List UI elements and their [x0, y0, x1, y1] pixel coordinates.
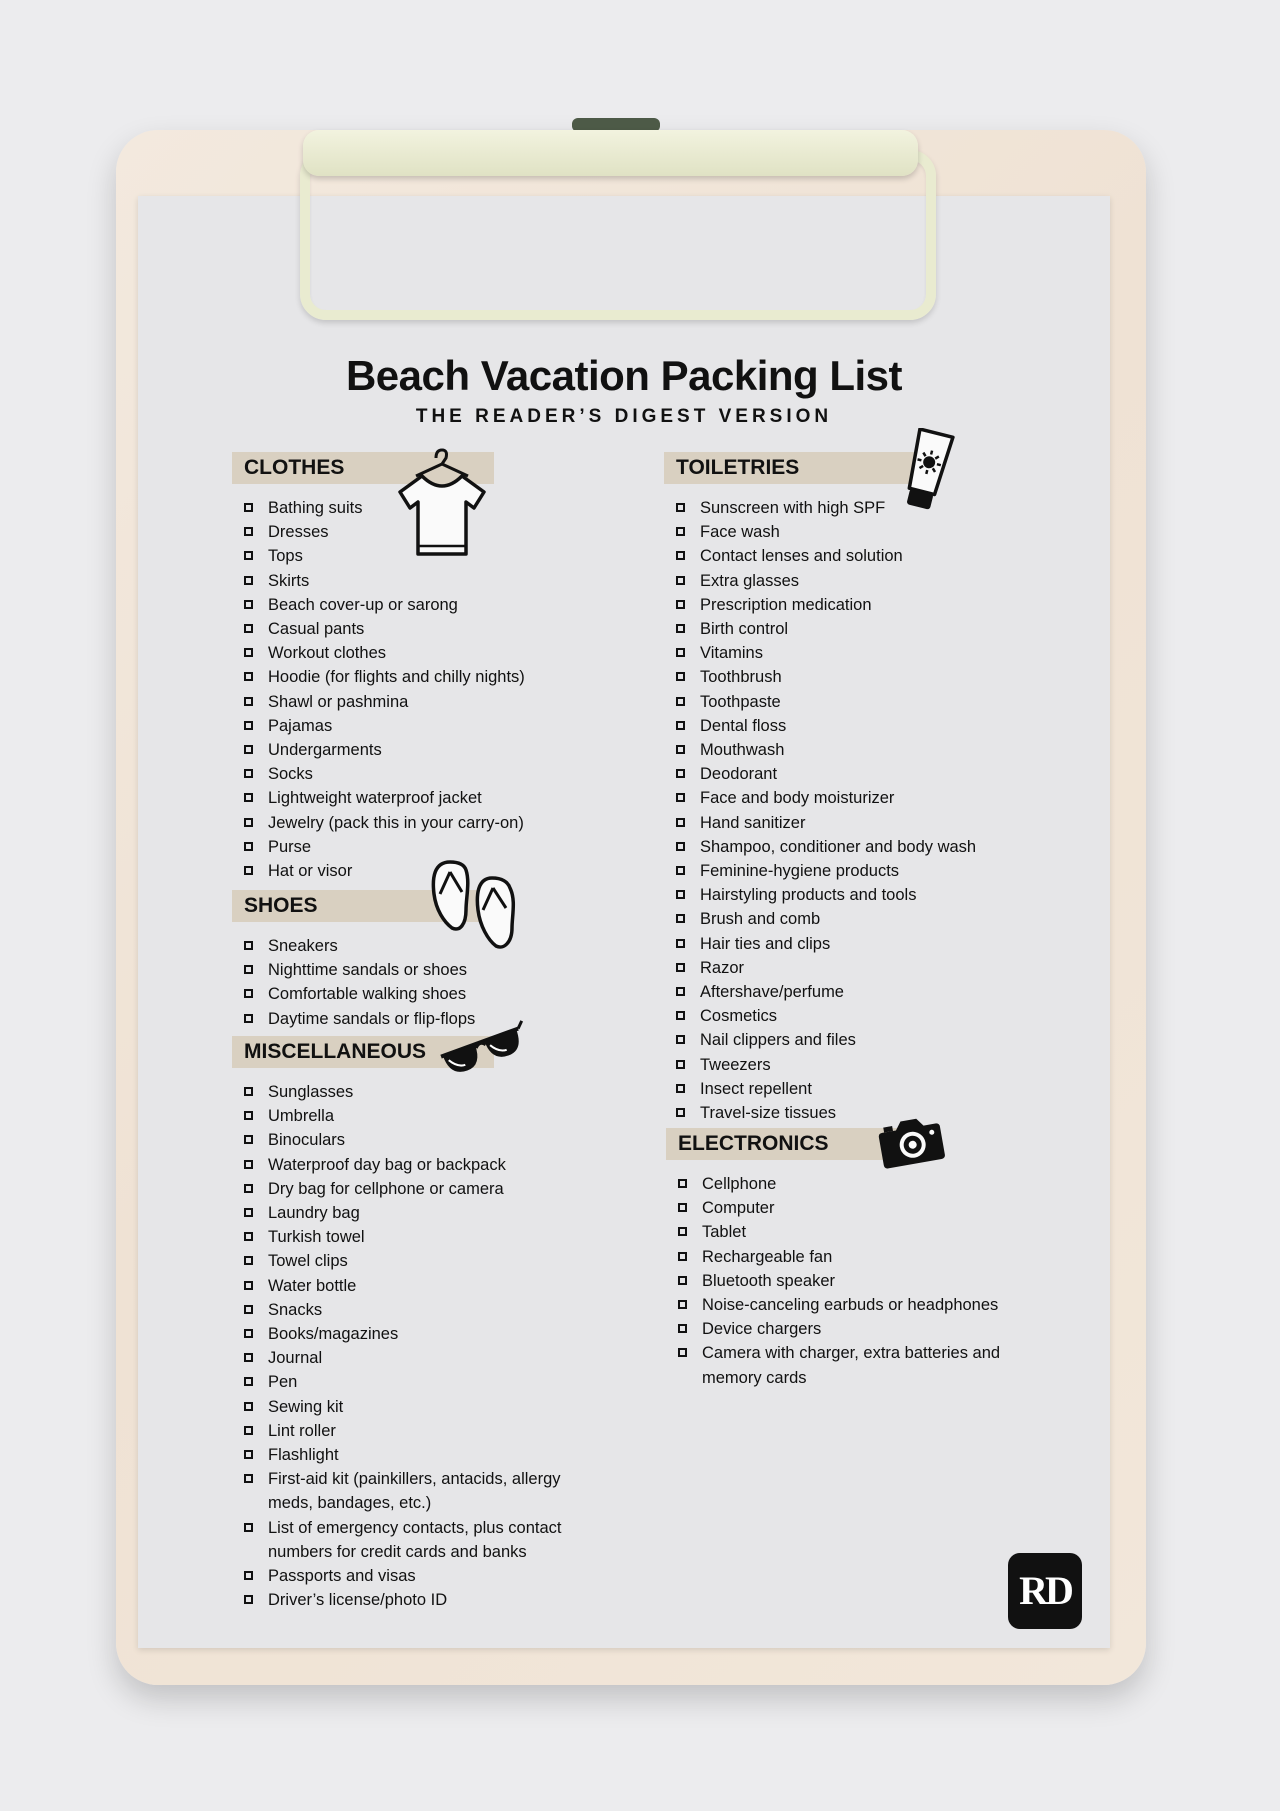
checklist-item[interactable]: Bluetooth speaker	[678, 1269, 1018, 1293]
checklist-item[interactable]: Sunscreen with high SPF	[676, 496, 1044, 520]
miscellaneous-list	[232, 1080, 594, 1612]
section-toiletries	[664, 452, 1044, 1125]
checklist-item[interactable]: Driver’s license/photo ID	[244, 1588, 594, 1612]
checklist-item[interactable]: Hand sanitizer	[676, 811, 1044, 835]
checklist-item[interactable]: Snacks	[244, 1298, 594, 1322]
checklist-item[interactable]: Hairstyling products and tools	[676, 883, 1044, 907]
checklist-item[interactable]: Birth control	[676, 617, 1044, 641]
checklist-item[interactable]: Aftershave/perfume	[676, 980, 1044, 1004]
checklist-item[interactable]: Vitamins	[676, 641, 1044, 665]
checklist-item[interactable]: Contact lenses and solution	[676, 544, 1044, 568]
checklist-item[interactable]: Toothpaste	[676, 690, 1044, 714]
checklist-item[interactable]: Socks	[244, 762, 572, 786]
checklist-item[interactable]: Tops	[244, 544, 572, 568]
checklist-item[interactable]: Umbrella	[244, 1104, 594, 1128]
section-miscellaneous	[232, 1036, 612, 1612]
checklist-item[interactable]: Face and body moisturizer	[676, 786, 1044, 810]
camera-icon	[876, 1110, 946, 1172]
checklist-item[interactable]: Flashlight	[244, 1443, 594, 1467]
checklist-item[interactable]: Workout clothes	[244, 641, 572, 665]
checklist-item[interactable]: Laundry bag	[244, 1201, 594, 1225]
checklist-item[interactable]: Lint roller	[244, 1419, 594, 1443]
checklist-item[interactable]: Device chargers	[678, 1317, 1018, 1341]
section-electronics	[666, 1128, 1046, 1390]
checklist-item[interactable]: Undergarments	[244, 738, 572, 762]
checklist-item[interactable]: Brush and comb	[676, 907, 1044, 931]
readers-digest-logo: RD	[1008, 1553, 1082, 1629]
sunglasses-icon	[436, 1018, 530, 1086]
checklist-item[interactable]: Nighttime sandals or shoes	[244, 958, 572, 982]
electronics-list	[666, 1172, 1018, 1390]
section-heading-shoes: SHOES	[232, 890, 494, 922]
checklist-item[interactable]: Prescription medication	[676, 593, 1044, 617]
checklist-item[interactable]: Towel clips	[244, 1249, 594, 1273]
checklist-item[interactable]: Binoculars	[244, 1128, 594, 1152]
checklist-item[interactable]: Computer	[678, 1196, 1018, 1220]
checklist-item[interactable]: Dental floss	[676, 714, 1044, 738]
checklist-item[interactable]: Jewelry (pack this in your carry-on)	[244, 811, 572, 835]
checklist-item[interactable]: Shawl or pashmina	[244, 690, 572, 714]
checklist-item[interactable]: Bathing suits	[244, 496, 572, 520]
checklist-item[interactable]: Hat or visor	[244, 859, 572, 883]
checklist-item[interactable]: Lightweight waterproof jacket	[244, 786, 572, 810]
page-subtitle: THE READER’S DIGEST VERSION	[415, 406, 833, 427]
checklist-item[interactable]: Passports and visas	[244, 1564, 594, 1588]
toiletries-list	[664, 496, 1044, 1125]
checklist-item[interactable]: Comfortable walking shoes	[244, 982, 572, 1006]
checklist-item[interactable]: Deodorant	[676, 762, 1044, 786]
checklist-item[interactable]: Sneakers	[244, 934, 572, 958]
checklist-item[interactable]: Feminine-hygiene products	[676, 859, 1044, 883]
checklist-item[interactable]: Nail clippers and files	[676, 1028, 1044, 1052]
checklist-item[interactable]: Daytime sandals or flip-flops	[244, 1007, 572, 1031]
checklist-item[interactable]: Toothbrush	[676, 665, 1044, 689]
sunscreen-tube-icon	[896, 428, 958, 514]
checklist-item[interactable]: Water bottle	[244, 1274, 594, 1298]
checklist-item[interactable]: Dresses	[244, 520, 572, 544]
section-shoes	[232, 890, 572, 1031]
checklist-item[interactable]: Camera with charger, extra batteries and memory cards	[678, 1341, 1018, 1389]
page-title: Beach Vacation Packing List	[345, 352, 903, 399]
checklist-item[interactable]: Hoodie (for flights and chilly nights)	[244, 665, 572, 689]
checklist-item[interactable]: Pen	[244, 1370, 594, 1394]
clip-bar	[303, 130, 918, 176]
checklist-item[interactable]: Extra glasses	[676, 569, 1044, 593]
section-heading-electronics: ELECTRONICS	[666, 1128, 922, 1160]
checklist-item[interactable]: Dry bag for cellphone or camera	[244, 1177, 594, 1201]
checklist-item[interactable]: Tweezers	[676, 1053, 1044, 1077]
checklist-item[interactable]: First-aid kit (painkillers, antacids, allergy meds, bandages, etc.)	[244, 1467, 594, 1515]
checklist-item[interactable]: Razor	[676, 956, 1044, 980]
checklist-item[interactable]: Rechargeable fan	[678, 1245, 1018, 1269]
checklist-item[interactable]: Casual pants	[244, 617, 572, 641]
checklist-item[interactable]: Shampoo, conditioner and body wash	[676, 835, 1044, 859]
checklist-item[interactable]: Tablet	[678, 1220, 1018, 1244]
checklist-item[interactable]: Skirts	[244, 569, 572, 593]
checklist-item[interactable]: List of emergency contacts, plus contact numbers for credit cards and banks	[244, 1516, 594, 1564]
checklist-item[interactable]: Pajamas	[244, 714, 572, 738]
checklist-item[interactable]: Noise-canceling earbuds or headphones	[678, 1293, 1018, 1317]
checklist-item[interactable]: Travel-size tissues	[676, 1101, 1044, 1125]
checklist-item[interactable]: Cellphone	[678, 1172, 1018, 1196]
flip-flops-icon	[430, 858, 520, 954]
checklist-item[interactable]: Purse	[244, 835, 572, 859]
section-heading-clothes: CLOTHES	[232, 452, 494, 484]
checklist-item[interactable]: Insect repellent	[676, 1077, 1044, 1101]
checklist-item[interactable]: Beach cover-up or sarong	[244, 593, 572, 617]
checklist-item[interactable]: Mouthwash	[676, 738, 1044, 762]
checklist-item[interactable]: Hair ties and clips	[676, 932, 1044, 956]
section-heading-miscellaneous: MISCELLANEOUS	[232, 1036, 494, 1068]
checklist-item[interactable]: Turkish towel	[244, 1225, 594, 1249]
shoes-list	[232, 934, 572, 1031]
checklist-item[interactable]: Face wash	[676, 520, 1044, 544]
checklist-item[interactable]: Cosmetics	[676, 1004, 1044, 1028]
checklist-item[interactable]: Books/magazines	[244, 1322, 594, 1346]
checklist-item[interactable]: Sunglasses	[244, 1080, 594, 1104]
t-shirt-on-hanger-icon	[392, 446, 488, 558]
checklist-item[interactable]: Waterproof day bag or backpack	[244, 1153, 594, 1177]
checklist-item[interactable]: Journal	[244, 1346, 594, 1370]
section-heading-toiletries: TOILETRIES	[664, 452, 920, 484]
checklist-item[interactable]: Sewing kit	[244, 1395, 594, 1419]
